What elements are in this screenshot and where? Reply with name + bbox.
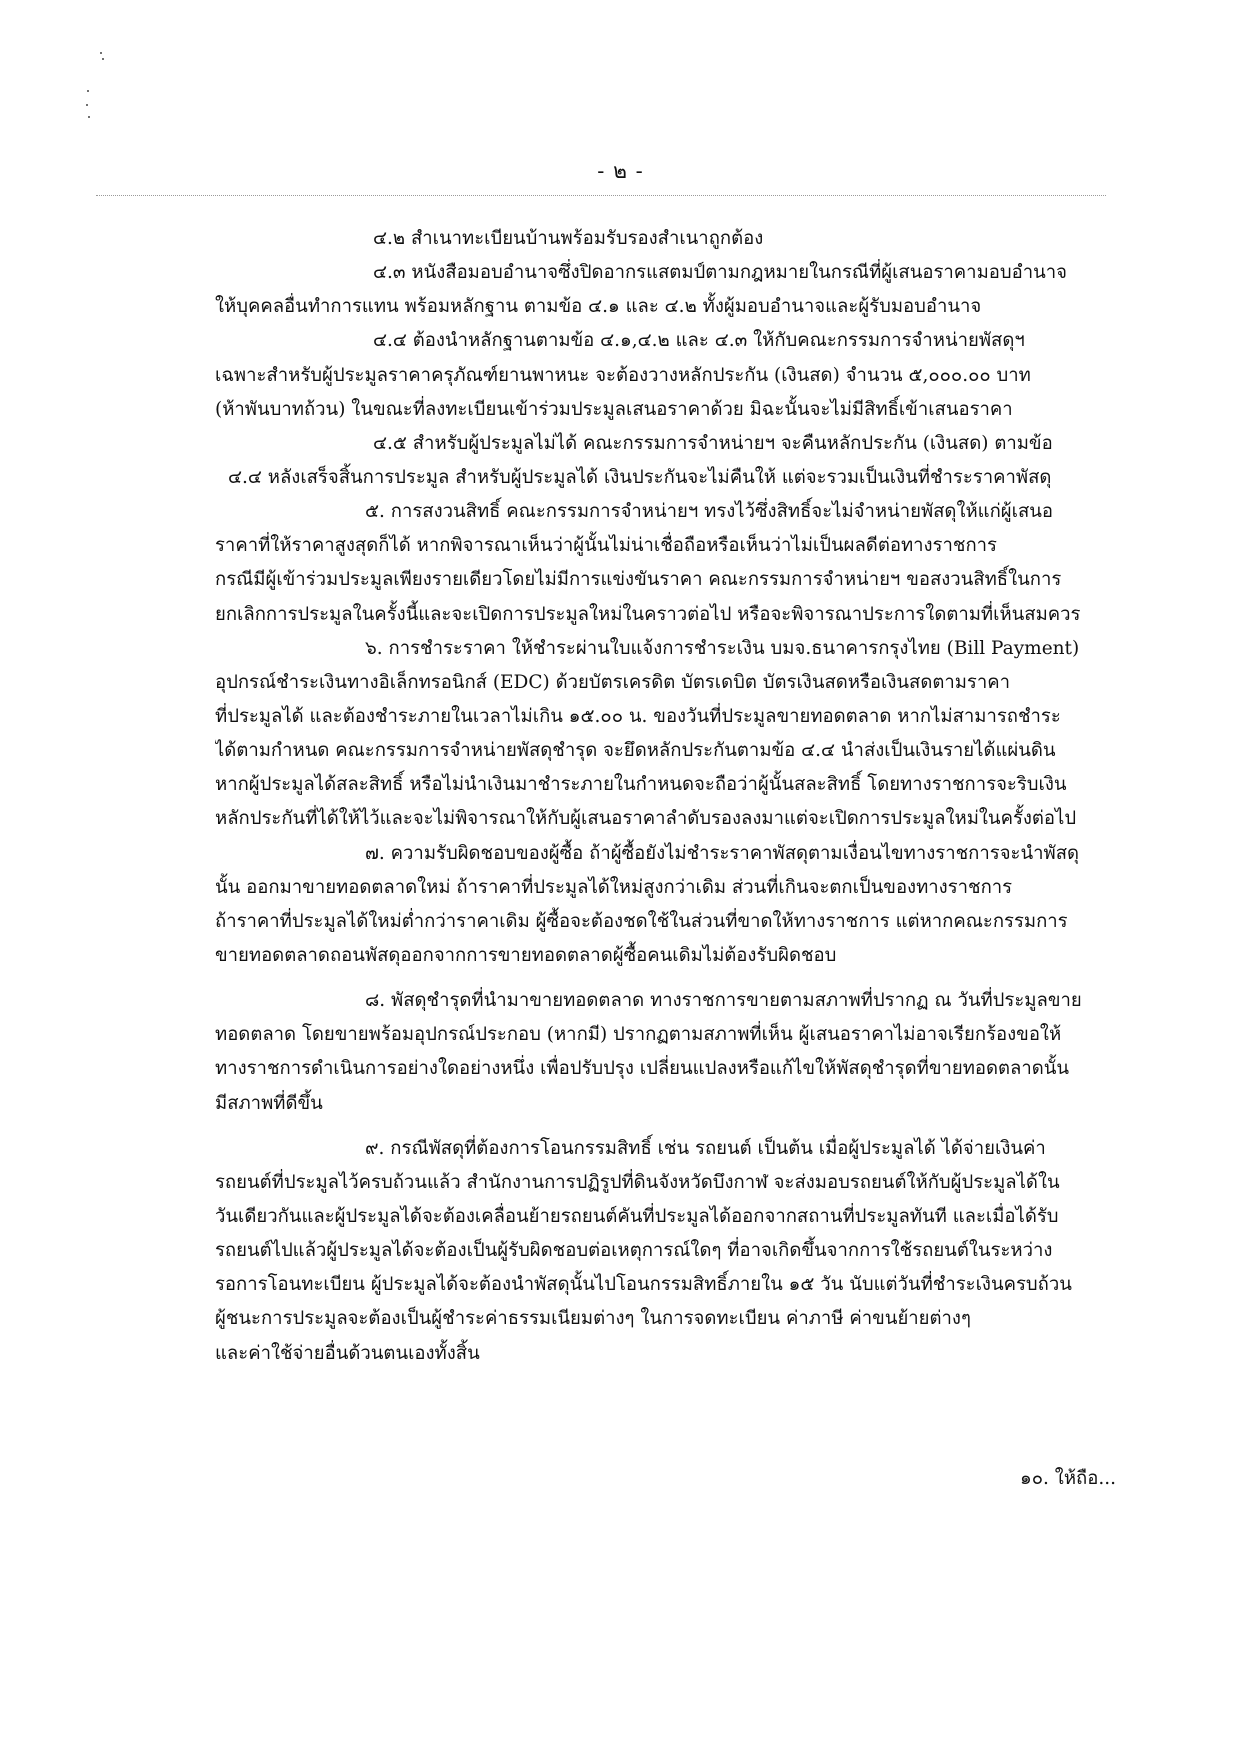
text-line: ๔.๔ ต้องนำหลักฐานตามข้อ ๔.๑,๔.๒ และ ๔.๓ ให้กับคณะกรรมการจำหน่ายพัสดุฯ bbox=[373, 330, 1025, 352]
text-line: ให้บุคคลอื่นทำการแทน พร้อมหลักฐาน ตามข้อ ๔.๑ และ ๔.๒ ทั้งผู้มอบอำนาจและผู้รับมอบอำนาจ bbox=[215, 296, 982, 318]
text-line: มีสภาพที่ดีขึ้น bbox=[215, 1092, 323, 1114]
text-line: รถยนต์ที่ประมูลไว้ครบถ้วนแล้ว สำนักงานการปฏิรูปที่ดินจังหวัดบึงกาฬ จะส่งมอบรถยนต์ให้กับผู้ประมูลได้ใน bbox=[215, 1171, 1060, 1193]
text-line: นั้น ออกมาขายทอดตลาดใหม่ ถ้าราคาที่ประมูลได้ใหม่สูงกว่าเดิม ส่วนที่เกินจะตกเป็นของทางราชการ bbox=[215, 876, 1013, 898]
document-body bbox=[215, 222, 1110, 1371]
text-line: ๔.๒ สำเนาทะเบียนบ้านพร้อมรับรองสำเนาถูกต้อง bbox=[373, 228, 764, 249]
scan-speck bbox=[86, 104, 88, 106]
text-line: ยกเลิกการประมูลในครั้งนี้และจะเปิดการประมูลใหม่ในคราวต่อไป หรือจะพิจารณาประการใดตามที่เห็นสมควร bbox=[215, 603, 1081, 625]
scan-speck bbox=[100, 52, 102, 54]
scan-speck bbox=[88, 116, 90, 118]
continuation-note: ๑๐. ให้ถือ... bbox=[1020, 1468, 1116, 1489]
scan-artifact-line bbox=[96, 195, 1106, 196]
page-number: - ๒ - bbox=[597, 159, 644, 183]
text-line: และค่าใช้จ่ายอื่นด้วนตนเองทั้งสิ้น bbox=[215, 1342, 480, 1364]
text-line: หากผู้ประมูลได้สละสิทธิ์ หรือไม่นำเงินมาชำระภายในกำหนดจะถือว่าผู้นั้นสละสิทธิ์ โดยทางราชการจะริบเงิน bbox=[215, 774, 1067, 796]
text-line: ทางราชการดำเนินการอย่างใดอย่างหนึ่ง เพื่อปรับปรุง เปลี่ยนแปลงหรือแก้ไขให้พัสดุชำรุดที่ขายทอดตลาดนั้น bbox=[215, 1058, 1070, 1080]
text-line: ทอดตลาด โดยขายพร้อมอุปกรณ์ประกอบ (หากมี) ปรากฏตามสภาพที่เห็น ผู้เสนอราคาไม่อาจเรียกร้องขอให้ bbox=[215, 1024, 1062, 1046]
scan-specks bbox=[84, 52, 104, 122]
text-line: ถ้าราคาที่ประมูลได้ใหม่ต่ำกว่าราคาเดิม ผู้ซื้อจะต้องชดใช้ในส่วนที่ขาดให้ทางราชการ แต่หากคณะกรรมการ bbox=[215, 910, 1068, 932]
scan-speck bbox=[102, 58, 104, 60]
text-line: ๘. พัสดุชำรุดที่นำมาขายทอดตลาด ทางราชการขายตามสภาพที่ปรากฏ ณ วันที่ประมูลขาย bbox=[365, 990, 1082, 1012]
text-line: กรณีมีผู้เข้าร่วมประมูลเพียงรายเดียวโดยไม่มีการแข่งขันราคา คณะกรรมการจำหน่ายฯ ขอสงวนสิทธิ์ในการ bbox=[215, 569, 1062, 591]
scan-speck bbox=[87, 90, 89, 92]
text-line: วันเดียวกันและผู้ประมูลได้จะต้องเคลื่อนย้ายรถยนต์คันที่ประมูลได้ออกจากสถานที่ประมูลทันที และเมื่อได้รับ bbox=[215, 1205, 1059, 1227]
text-line: ๗. ความรับผิดชอบของผู้ซื้อ ถ้าผู้ซื้อยังไม่ชำระราคาพัสดุตามเงื่อนไขทางราชการจะนำพัสดุ bbox=[365, 842, 1080, 864]
text-line: ราคาที่ให้ราคาสูงสุดก็ได้ หากพิจารณาเห็นว่าผู้นั้นไม่น่าเชื่อถือหรือเห็นว่าไม่เป็นผลดีต่อทางราชการ bbox=[215, 535, 997, 557]
text-line: ๕. การสงวนสิทธิ์ คณะกรรมการจำหน่ายฯ ทรงไว้ซึ่งสิทธิ์จะไม่จำหน่ายพัสดุให้แก่ผู้เสนอ bbox=[365, 501, 1054, 523]
text-line: ผู้ชนะการประมูลจะต้องเป็นผู้ชำระค่าธรรมเนียมต่างๆ ในการจดทะเบียน ค่าภาษี ค่าขนย้ายต่างๆ bbox=[215, 1308, 971, 1330]
text-line: หลักประกันที่ได้ให้ไว้และจะไม่พิจารณาให้กับผู้เสนอราคาลำดับรองลงมาแต่จะเปิดการประมูลใหม่ในครั้งต่อไป bbox=[215, 808, 1077, 830]
text-line: ขายทอดตลาดถอนพัสดุออกจากการขายทอดตลาดผู้ซื้อคนเดิมไม่ต้องรับผิดชอบ bbox=[215, 944, 837, 966]
text-line: รถยนต์ไปแล้วผู้ประมูลได้จะต้องเป็นผู้รับผิดชอบต่อเหตุการณ์ใดๆ ที่อาจเกิดขึ้นจากการใช้รถยนต์ในระหว่าง bbox=[215, 1240, 1053, 1262]
text-line: (ห้าพันบาทถ้วน) ในขณะที่ลงทะเบียนเข้าร่วมประมูลเสนอราคาด้วย มิฉะนั้นจะไม่มีสิทธิ์เข้าเสนอราคา bbox=[215, 398, 1013, 420]
text-line: เฉพาะสำหรับผู้ประมูลราคาครุภัณฑ์ยานพาหนะ จะต้องวางหลักประกัน (เงินสด) จำนวน ๕,๐๐๐.๐๐ บาท bbox=[215, 364, 1031, 386]
text-line: ๙. กรณีพัสดุที่ต้องการโอนกรรมสิทธิ์ เช่น รถยนต์ เป็นต้น เมื่อผู้ประมูลได้ ได้จ่ายเงินค่า bbox=[365, 1137, 1046, 1159]
text-line: ๖. การชำระราคา ให้ชำระผ่านใบแจ้งการชำระเงิน บมจ.ธนาคารกรุงไทย (Bill Payment) bbox=[365, 637, 1080, 659]
text-line: ได้ตามกำหนด คณะกรรมการจำหน่ายพัสดุชำรุด จะยึดหลักประกันตามข้อ ๔.๔ นำส่งเป็นเงินรายได้แผ่นดิน bbox=[215, 740, 1056, 762]
text-line: อุปกรณ์ชำระเงินทางอิเล็กทรอนิกส์ (EDC) ด้วยบัตรเครดิต บัตรเดบิต บัตรเงินสดหรือเงินสดตามราคา bbox=[215, 671, 1011, 693]
text-line: ๔.๕ สำหรับผู้ประมูลไม่ได้ คณะกรรมการจำหน่ายฯ จะคืนหลักประกัน (เงินสด) ตามข้อ bbox=[373, 432, 1053, 454]
text-line: ๔.๔ หลังเสร็จสิ้นการประมูล สำหรับผู้ประมูลได้ เงินประกันจะไม่คืนให้ แต่จะรวมเป็นเงินที่ชำระราคาพัสดุ bbox=[228, 466, 1052, 488]
text-line: รอการโอนทะเบียน ผู้ประมูลได้จะต้องนำพัสดุนั้นไปโอนกรรมสิทธิ์ภายใน ๑๕ วัน นับแต่วันที่ชำระเงินครบถ้วน bbox=[215, 1274, 1072, 1296]
text-line: ๔.๓ หนังสือมอบอำนาจซึ่งปิดอากรแสตมป์ตามกฎหมายในกรณีที่ผู้เสนอราคามอบอำนาจ bbox=[373, 262, 1067, 284]
text-line: ที่ประมูลได้ และต้องชำระภายในเวลาไม่เกิน ๑๕.๐๐ น. ของวันที่ประมูลขายทอดตลาด หากไม่สามารถชำระ bbox=[215, 705, 1061, 727]
